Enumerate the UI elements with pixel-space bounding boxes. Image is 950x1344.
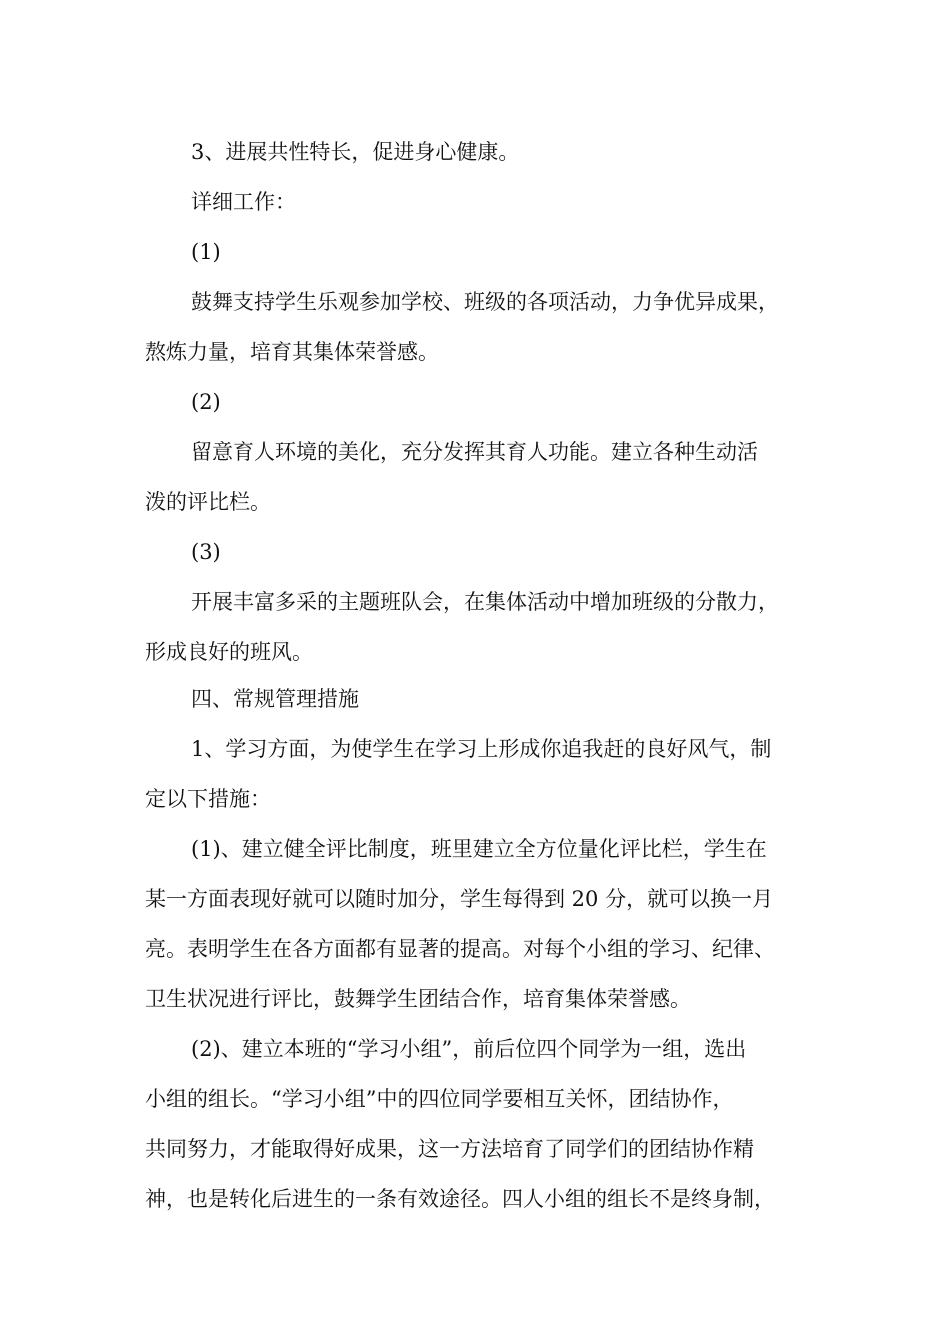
text-line: (1)、建立健全评比制度，班里建立全方位量化评比栏，学生在	[191, 837, 767, 861]
text-line: 详细工作：	[191, 190, 296, 214]
text-line: 开展丰富多采的主题班队会，在集体活动中增加班级的分散力，	[191, 590, 779, 614]
text-line: 某一方面表现好就可以随时加分，学生每得到 20 分，就可以换一月	[145, 887, 774, 911]
paragraph-item-1-body	[145, 277, 835, 377]
text-line: 鼓舞支持学生乐观参加学校、班级的各项活动，力争优异成果，	[191, 290, 779, 314]
paragraph-detailed-work-heading	[145, 177, 835, 227]
text-line: 神，也是转化后进生的一条有效途径。四人小组的组长不是终身制，	[145, 1187, 775, 1211]
text-line: (3)	[191, 540, 221, 564]
text-line: (2)、建立本班的“学习小组”，前后位四个同学为一组，选出	[191, 1037, 747, 1061]
text-line: 留意育人环境的美化，充分发挥其育人功能。建立各种生动活	[191, 440, 758, 464]
paragraph-item-1-label	[145, 227, 835, 277]
paragraph-item-2-label	[145, 377, 835, 427]
text-line: 亮。表明学生在各方面都有显著的提高。对每个小组的学习、纪律、	[145, 937, 775, 961]
paragraph-item-3-body	[145, 577, 835, 677]
text-line: 小组的组长。“学习小组”中的四位同学要相互关怀，团结协作，	[145, 1087, 734, 1111]
text-line: 1、学习方面，为使学生在学习上形成你追我赶的良好风气，制	[191, 737, 772, 761]
paragraph-item-2-body	[145, 427, 835, 527]
text-line: 卫生状况进行评比，鼓舞学生团结合作，培育集体荣誉感。	[145, 987, 691, 1011]
paragraph-item-3-label	[145, 527, 835, 577]
text-line: 泼的评比栏。	[145, 490, 271, 514]
paragraph-study-measures	[145, 724, 835, 824]
text-line: 形成良好的班风。	[145, 640, 313, 664]
text-line: (1)	[191, 240, 221, 264]
paragraph-goal-3	[145, 127, 835, 177]
section-heading-routine-management	[145, 674, 835, 724]
text-line: 定以下措施：	[145, 787, 271, 811]
text-line: 四、常规管理措施	[191, 687, 359, 711]
text-line: 3、进展共性特长，促进身心健康。	[191, 140, 520, 164]
text-line: 熬炼力量，培育其集体荣誉感。	[145, 340, 439, 364]
text-line: 共同努力，才能取得好成果，这一方法培育了同学们的团结协作精	[145, 1137, 754, 1161]
paragraph-study-groups	[145, 1024, 835, 1224]
text-line: (2)	[191, 390, 221, 414]
paragraph-evaluation-system	[145, 824, 835, 1024]
